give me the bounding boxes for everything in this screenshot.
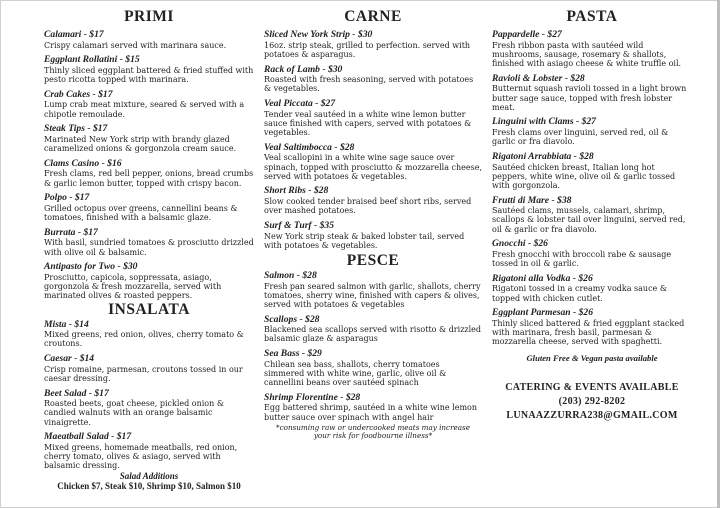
item-desc: Lump crab meat mixture, seared & served with a chipotle remoulade. (44, 100, 245, 119)
insalata-heading: INSALATA (108, 300, 190, 318)
item-name: Shrimp Florentine - $28 (264, 391, 361, 403)
menu-item (44, 320, 254, 349)
item-name: Pappardelle - $27 (492, 29, 562, 40)
item-name: Scallops - $28 (264, 313, 320, 325)
carne-list (264, 30, 482, 250)
item-desc: Mixed greens, red onion, olives, cherry tomato & croutons. (44, 330, 244, 349)
item-name: Rigatoni alla Vodka - $26 (492, 272, 593, 284)
pasta-heading: PASTA (566, 8, 618, 25)
item-name: Eggplant Parmesan - $26 (492, 307, 594, 319)
item-desc: Prosciutto, capicola, soppressata, asiago, gorgonzola & fresh mozzarella, served with marinated olives & roasted peppers. (44, 272, 222, 301)
item-name: Steak Tips - $17 (44, 123, 108, 135)
item-name: Polpo - $17 (44, 192, 90, 204)
item-name: Gnocchi - $26 (492, 238, 548, 250)
menu-item (492, 74, 692, 112)
menu-item (264, 186, 482, 215)
item-desc: Tender veal sautéed in a white wine lemon butter sauce finished with capers, served with potatoes & vegetables. (264, 109, 472, 137)
column-middle (264, 8, 482, 508)
pasta-list (492, 30, 692, 347)
item-name: Sea Bass - $29 (264, 348, 322, 360)
item-desc: Butternut squash ravioli tossed in a light brown butter sage sauce, topped with fresh lobster meat. (492, 84, 687, 112)
item-desc: Fresh clams, red bell pepper, onions, bread crumbs & garlic lemon butter, topped with crispy bacon. (44, 169, 254, 188)
primi-heading: PRIMI (124, 8, 174, 25)
salad-additions-prices: Chicken $7, Steak $10, Shrimp $10, Salmon $10 (57, 481, 241, 492)
item-name: Salmon - $28 (264, 269, 317, 281)
menu-item (44, 30, 254, 50)
item-desc: Thinly sliced eggplant battered & fried stuffed with pesto ricotta topped with marinara. (44, 65, 254, 85)
item-desc: 16oz. strip steak, grilled to perfection. served with potatoes & asparagus. (264, 40, 471, 59)
menu-item (264, 65, 482, 94)
column-right (492, 8, 692, 508)
menu-item (264, 393, 482, 422)
item-desc: Roasted beets, goat cheese, pickled onion & candied walnuts with an orange balsamic vinaigrette. (44, 399, 224, 427)
item-name: Ravioli & Lobster - $28 (492, 72, 585, 84)
gluten-free-note: Gluten Free & Vegan pasta available (526, 352, 658, 363)
item-desc: New York strip steak & baked lobster tail, served with potatoes & vegetables. (264, 231, 465, 250)
menu-item (492, 152, 692, 190)
item-name: Linguini with Clams - $27 (492, 116, 596, 128)
item-desc: Mixed greens, homemade meatballs, red onion, cherry tomato, olives & asiago, served with balsamic dressing. (44, 442, 238, 471)
item-name: Mista - $14 (44, 318, 89, 330)
item-name: Surf & Turf - $35 (264, 219, 335, 231)
catering-block (492, 381, 692, 423)
menu-item (44, 228, 254, 257)
menu-item (264, 143, 482, 181)
menu-item (44, 159, 254, 188)
item-desc: Fresh pan seared salmon with garlic, shallots, cherry tomatoes, sherry wine, finished with capers & olives, served with potatoes & vegetables (264, 281, 481, 309)
item-name: Veal Piccata - $27 (264, 98, 336, 109)
item-name: Rack of Lamb - $30 (264, 63, 343, 75)
note-line-1: *consuming raw or undercooked meats may increase (276, 422, 470, 432)
menu-item (492, 30, 692, 68)
menu-item (492, 117, 692, 146)
item-desc: Fresh gnocchi with broccoli rabe & sausage tossed in oil & garlic. (492, 249, 672, 269)
menu-item (44, 432, 254, 470)
item-name: Sliced New York Strip - $30 (264, 29, 373, 40)
item-desc: Fresh ribbon pasta with sautéed wild mushrooms, sausage, rosemary & shallots, finished with asiago cheese & white truffle oil. (492, 40, 682, 68)
item-desc: Roasted with fresh seasoning, served with potatoes & vegetables. (264, 75, 474, 94)
item-name: Calamari - $17 (44, 29, 104, 40)
item-desc: Sautéed clams, mussels, calamari, shrimp, scallops & lobster tail over linguini, served red, oil & garlic or fra diavolo. (492, 206, 686, 234)
menu-item (492, 239, 692, 268)
item-name: Eggplant Rollatini - $15 (44, 54, 140, 66)
item-desc: Veal scallopini in a white wine sage sauce over spinach, topped with prosciutto & mozzarella cheese, served with potatoes & vegetables. (264, 153, 482, 181)
menu-item (264, 349, 482, 387)
food-safety-note (264, 424, 482, 441)
menu-item (44, 389, 254, 427)
menu-item (492, 274, 692, 303)
item-desc: Slow cooked tender braised beef short ribs, served over mashed potatoes. (264, 197, 472, 216)
item-desc: Thinly sliced battered & fried eggplant stacked with marinara, fresh basil, parmesan & mozzarella cheese, served with spaghetti. (492, 318, 685, 347)
item-desc: Grilled octopus over greens, cannellini beans & tomatoes, finished with a balsamic glaze. (44, 203, 238, 223)
item-name: Maeatball Salad - $17 (44, 431, 132, 443)
item-desc: Egg battered shrimp, sautéed in a white wine lemon butter sauce over spinach with angel hair (264, 403, 478, 422)
menu-item (492, 308, 692, 346)
pesce-heading: PESCE (346, 251, 400, 269)
item-desc: Blackened sea scallops served with risotto & drizzled balsamic glaze & asparagus (264, 325, 482, 344)
menu-item (44, 55, 254, 84)
menu-item (264, 221, 482, 250)
menu-item (44, 354, 254, 383)
menu-item (264, 99, 482, 137)
item-name: Beet Salad - $17 (44, 387, 109, 399)
item-name: Clams Casino - $16 (44, 157, 122, 169)
menu-item (44, 90, 254, 119)
item-desc: Crisp romaine, parmesan, croutons tossed in our caesar dressing. (44, 364, 243, 383)
phone-number: (203) 292-8202 (558, 395, 626, 407)
menu-item (264, 30, 482, 59)
primi-list (44, 30, 254, 301)
item-desc: Chilean sea bass, shallots, cherry tomatoes simmered with white wine, garlic, olive oil & cannellini beans over sautéed spinach (264, 359, 447, 388)
item-desc: With basil, sundried tomatoes & prosciutto drizzled with olive oil & balsamic. (44, 238, 254, 257)
insalata-list (44, 320, 254, 471)
item-desc: Marinated New York strip with brandy glazed caramelized onions & gorgonzola cream sauce. (44, 134, 237, 154)
item-name: Crab Cakes - $17 (44, 88, 113, 100)
email-address: LUNAAZZURRA238@GMAIL.COM (506, 409, 678, 421)
menu-item (44, 262, 254, 300)
carne-heading: CARNE (344, 8, 402, 25)
menu-item (492, 196, 692, 234)
menu-item (44, 193, 254, 222)
item-name: Rigatoni Arrabbiata - $28 (492, 150, 594, 162)
catering-title: CATERING & EVENTS AVAILABLE (505, 381, 679, 393)
item-desc: Rigatoni tossed in a creamy vodka sauce & topped with chicken cutlet. (492, 284, 667, 303)
item-name: Antipasto for Two - $30 (44, 261, 138, 273)
item-desc: Fresh clams over linguini, served red, oil & garlic or fra diavolo. (492, 128, 669, 147)
column-left (44, 8, 254, 508)
salad-additions-title: Salad Additions (119, 471, 179, 482)
item-name: Veal Saltimbocca - $28 (264, 141, 355, 153)
item-name: Burrata - $17 (44, 226, 98, 238)
menu-item (44, 124, 254, 153)
menu-item (264, 315, 482, 344)
item-name: Caesar - $14 (44, 353, 95, 364)
item-name: Short Ribs - $28 (264, 185, 329, 197)
menu-item (264, 271, 482, 309)
note-line-2: your risk for foodbourne illness* (313, 431, 433, 441)
item-name: Frutti di Mare - $38 (492, 194, 572, 206)
item-desc: Sautéed chicken breast, Italian long hot peppers, white wine, olive oil & garlic tossed with gorgonzola. (492, 162, 676, 190)
item-desc: Crispy calamari served with marinara sauce. (44, 40, 227, 50)
pesce-list (264, 271, 482, 422)
